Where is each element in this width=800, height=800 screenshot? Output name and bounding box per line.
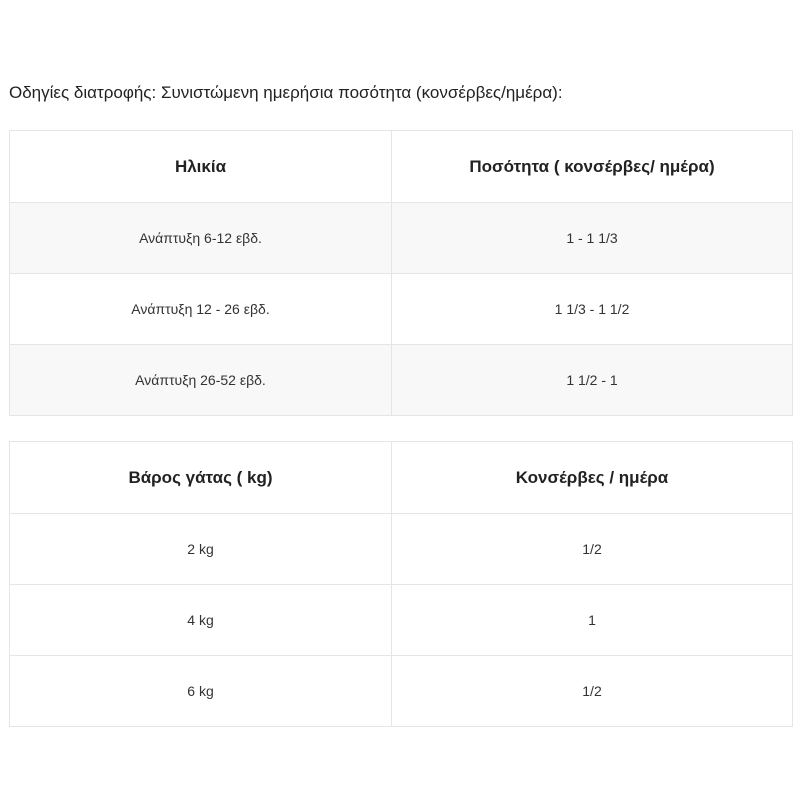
age-feeding-table [9,130,793,416]
feeding-instructions-intro: Οδηγίες διατροφής: Συνιστώμενη ημερήσια ποσότητα (κονσέρβες/ημέρα): [9,83,563,102]
weight-feeding-table [9,441,793,727]
weight-cell: 4 kg [10,585,392,656]
cans-cell: 1/2 [392,656,793,727]
cans-column-header: Κονσέρβες / ημέρα [392,442,793,514]
quantity-column-header: Ποσότητα ( κονσέρβες/ ημέρα) [392,131,793,203]
quantity-cell: 1 1/2 - 1 [392,345,793,416]
age-cell: Ανάπτυξη 6-12 εβδ. [10,203,392,274]
table-row [10,514,793,585]
cans-cell: 1/2 [392,514,793,585]
quantity-cell: 1 1/3 - 1 1/2 [392,274,793,345]
table-row [10,274,793,345]
age-cell: Ανάπτυξη 12 - 26 εβδ. [10,274,392,345]
table-header-row [10,442,793,514]
weight-column-header: Βάρος γάτας ( kg) [10,442,392,514]
table-row [10,585,793,656]
weight-cell: 2 kg [10,514,392,585]
table-row [10,345,793,416]
table-row [10,656,793,727]
quantity-cell: 1 - 1 1/3 [392,203,793,274]
table-row [10,203,793,274]
cans-cell: 1 [392,585,793,656]
age-cell: Ανάπτυξη 26-52 εβδ. [10,345,392,416]
age-column-header: Ηλικία [10,131,392,203]
weight-cell: 6 kg [10,656,392,727]
table-header-row [10,131,793,203]
